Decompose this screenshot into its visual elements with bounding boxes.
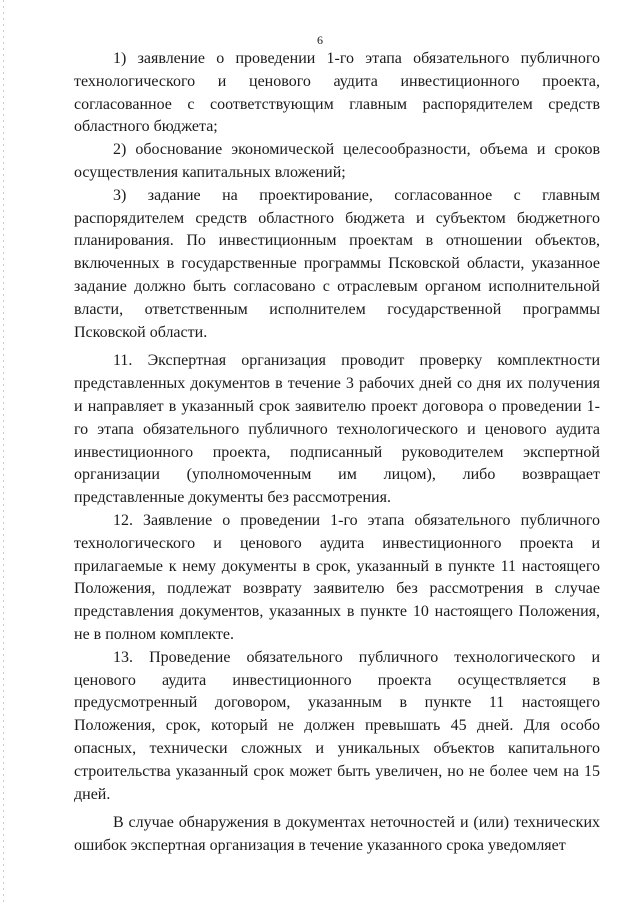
document-body	[74, 48, 600, 858]
paragraph-p3	[74, 185, 600, 345]
text-line: 11. Экспертная организация проводит проверку комплектности	[113, 352, 600, 370]
text-line: представленных документов в течение 3 рабочих дней со дня их получения	[74, 375, 600, 393]
text-line: и ценового аудита инвестиционного проекта осуществляется	[74, 648, 600, 689]
text-line: опасных, технически сложных и уникальных объектов капитального	[74, 739, 600, 757]
text-line: представленные документы без рассмотрения.	[74, 489, 391, 507]
text-line: 2) обоснование экономической целесообразности, объема и сроков	[113, 141, 600, 159]
text-line: строительства указанный срок может быть увеличен, но не более чем	[74, 762, 559, 780]
text-line: ошибок экспертная организация в течение указанного срока уведомляет	[74, 837, 566, 855]
text-line: го этапа обязательного публичного технологического и ценового аудита	[74, 420, 600, 438]
text-line: технологического и ценового аудита инвестиционного проекта,	[74, 72, 600, 90]
text-line: включенных в государственные программы Псковской области, указанное	[74, 255, 600, 273]
paragraph-p4	[74, 350, 600, 510]
text-line: В случае обнаружения в документах неточностей и (или) технических	[113, 814, 600, 832]
text-line: 3) задание на проектирование, согласованное с главным	[113, 186, 600, 204]
text-line: Положения, не в полном комплекте.	[74, 603, 600, 643]
text-line: Положения, срок, который не должен превышать 45 дней. Для особо	[74, 717, 600, 735]
text-line: распорядителем средств областного бюджета и субъектом бюджетного	[74, 209, 600, 227]
text-line: задание должно быть согласовано с отраслевым органом исполнительной	[74, 277, 600, 295]
paragraph-p6	[74, 647, 600, 807]
text-line: Псковской области.	[74, 323, 208, 341]
text-line: осуществления капитальных вложений;	[74, 163, 346, 181]
text-line: организации (уполномоченным им лицом), либо возвращает	[74, 466, 600, 484]
text-line: 13. Проведение обязательного публичного технологического	[113, 648, 576, 666]
paragraph-p7	[74, 812, 600, 858]
text-line: в случае представления документов, указанных в пункте 10 настоящего	[74, 580, 601, 621]
text-line: планирования. По инвестиционным проектам в отношении объектов,	[74, 232, 600, 250]
text-line: и прилагаемые к нему документы в срок, указанный в пункте 11	[74, 534, 601, 575]
text-line: 12. Заявление о проведении 1-го этапа обязательного публичного	[113, 511, 600, 529]
paragraph-p1	[74, 48, 600, 139]
text-line: власти, ответственным исполнителем государственной программы	[74, 300, 600, 318]
text-line: 1) заявление о проведении 1-го этапа обязательного публичного	[113, 50, 600, 67]
paragraph-p2	[74, 139, 600, 185]
text-line: областного бюджета;	[74, 118, 218, 136]
text-line: согласованное с соответствующим главным распорядителем средств	[74, 95, 600, 113]
paragraph-p5	[74, 510, 600, 647]
page-number: 6	[317, 33, 323, 47]
text-line: инвестиционного проекта, подписанный руководителем экспертной	[74, 443, 600, 461]
text-line: на 15 дней.	[74, 762, 600, 803]
text-line: и направляет в указанный срок заявителю проект договора о проведении 1-	[74, 397, 600, 415]
scan-edge	[3, 0, 4, 905]
text-line: технологического и ценового аудита инвестиционного проекта	[74, 534, 574, 552]
text-line: настоящего Положения, подлежат возврату заявителю без рассмотрения	[74, 557, 601, 598]
text-line: в предусмотренный договором, указанным в пункте 11 настоящего	[74, 671, 601, 712]
